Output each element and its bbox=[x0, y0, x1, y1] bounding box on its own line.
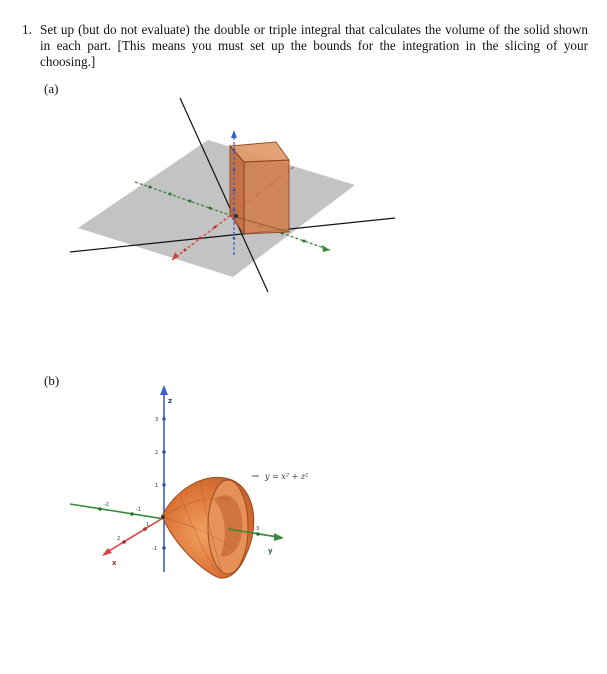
y-arrow-a bbox=[322, 245, 330, 252]
figure-b bbox=[70, 385, 308, 578]
x-tick-point bbox=[184, 249, 187, 252]
y-axis-label: y bbox=[268, 547, 273, 555]
z-tick-point bbox=[233, 237, 236, 240]
x-tick-label: 2 bbox=[117, 536, 121, 542]
y-tick-point bbox=[98, 507, 102, 511]
problem-number: 1. bbox=[22, 22, 32, 37]
x-tick-point bbox=[122, 540, 126, 544]
z-tick-point bbox=[233, 209, 236, 212]
part-b-label: (b) bbox=[44, 373, 60, 388]
y-tick-point bbox=[130, 512, 134, 516]
z-tick-label: 2 bbox=[155, 450, 159, 456]
z-tick-label: -1 bbox=[152, 546, 157, 552]
z-arrow-a bbox=[231, 130, 237, 138]
origin-point-a bbox=[234, 214, 238, 218]
origin-point-b bbox=[161, 515, 165, 519]
y-tick-point bbox=[189, 200, 192, 203]
x-tick-point bbox=[214, 226, 217, 229]
z-tick-point bbox=[162, 417, 165, 420]
y-tick-point bbox=[149, 186, 152, 189]
problem-text: Set up (but do not evaluate) the double or triple integral that calculates the volume of the solid shown in each part. [This means you must set up the bounds for the integration in the slicing of your choosing.] bbox=[40, 22, 588, 69]
z-tick-point bbox=[162, 450, 165, 453]
y-tick-point bbox=[303, 240, 306, 243]
z-tick-point bbox=[162, 546, 165, 549]
z-tick-label: 3 bbox=[155, 417, 159, 423]
y-tick-label: 3 bbox=[256, 526, 260, 532]
z-tick-point bbox=[233, 189, 236, 192]
part-a-label: (a) bbox=[44, 81, 59, 96]
xy-plane bbox=[78, 140, 355, 277]
y-tick-point bbox=[256, 532, 260, 536]
neg-tick-label: -2 bbox=[104, 502, 109, 508]
z-tick-point bbox=[162, 483, 165, 486]
z-axis-label: z bbox=[168, 397, 173, 405]
y-tick-point bbox=[169, 193, 172, 196]
x-tick-label: 1 bbox=[146, 522, 150, 528]
x-axis-label: x bbox=[112, 559, 117, 567]
box-front-face bbox=[244, 160, 289, 234]
x-tick-point bbox=[199, 237, 202, 240]
figure-a bbox=[70, 98, 395, 292]
equation-label: y = x² + z² bbox=[265, 472, 309, 481]
z-tick-point bbox=[233, 169, 236, 172]
y-arrow-b bbox=[274, 533, 284, 541]
y-tick-point bbox=[209, 207, 212, 210]
z-tick-label: 1 bbox=[155, 483, 159, 489]
z-arrow-b bbox=[160, 385, 168, 395]
neg-tick-label: -1 bbox=[136, 507, 141, 513]
z-tick-point bbox=[233, 149, 236, 152]
